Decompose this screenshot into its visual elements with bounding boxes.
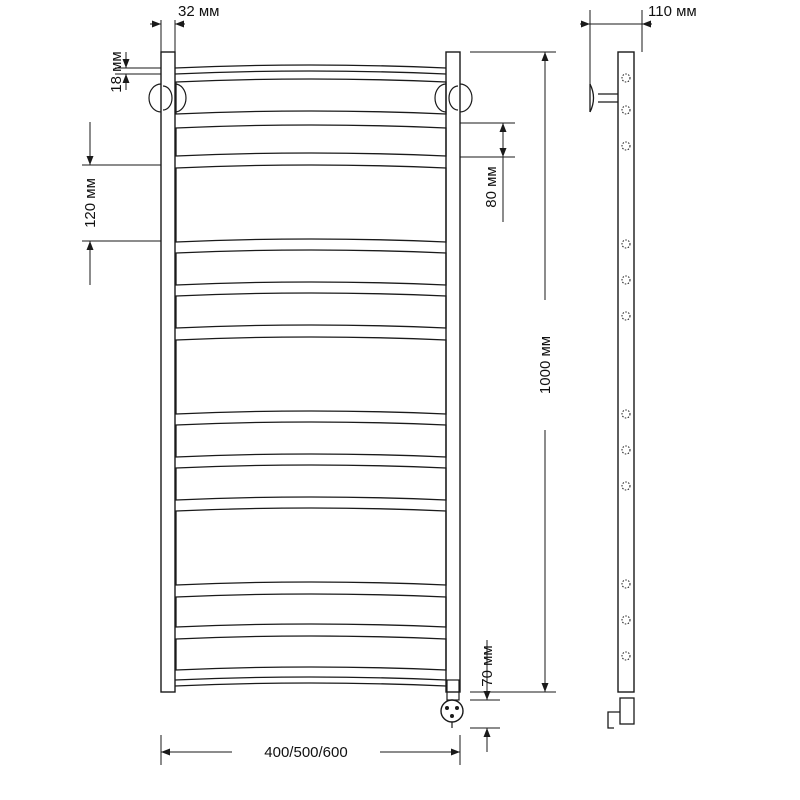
dimensions-side [580, 10, 652, 84]
total-height-label: 1000 мм [537, 335, 554, 395]
left-vertical-pipe [161, 52, 175, 692]
crossbar-panel [176, 79, 446, 114]
wide-gap-label: 120 мм [82, 178, 99, 228]
wall-mount-left [149, 84, 186, 112]
crossbar-end-dot [622, 616, 630, 624]
crossbar-panel [176, 125, 446, 156]
crossbar-panel [176, 636, 446, 670]
crossbar-panel [176, 250, 446, 285]
crossbar-end-dot [622, 312, 630, 320]
side-pipe [618, 52, 634, 692]
narrow-gap-label: 80 мм [483, 166, 500, 208]
crossbar-end-dot [622, 240, 630, 248]
pipe-width-label: 32 мм [178, 3, 220, 20]
wall-depth-label: 110 мм [648, 3, 697, 20]
crossbar-end-dot [622, 482, 630, 490]
side-heater-connector [608, 698, 634, 728]
crossbar-panel [176, 422, 446, 457]
crossbar-end-dot [622, 446, 630, 454]
crossbar-end-dot [622, 106, 630, 114]
crossbar-end-dot [622, 410, 630, 418]
side-crossbar-dots [622, 74, 630, 660]
crossbar-panel [176, 465, 446, 500]
crossbar-panel [176, 594, 446, 627]
crossbar-end-dot [622, 276, 630, 284]
wall-mount-right [435, 84, 472, 112]
crossbar-panel [176, 337, 446, 414]
crossbar-end-dot [622, 580, 630, 588]
right-vertical-pipe [446, 52, 460, 692]
bottom-offset-label: 70 мм [479, 645, 496, 687]
front-view [149, 52, 472, 728]
crossbar-panel [176, 293, 446, 328]
crossbar-end-dot [622, 652, 630, 660]
crossbar-panel [176, 508, 446, 585]
crossbar-end-dot [622, 142, 630, 150]
crossbar-end-dot [622, 74, 630, 82]
side-wall-bracket [590, 84, 618, 112]
crossbar-thickness-label: 18 мм [108, 51, 125, 93]
bottom-crossbar [175, 677, 446, 686]
crossbar-panel [176, 165, 446, 242]
top-crossbar [175, 65, 446, 74]
crossbar-panels [176, 79, 446, 670]
width-options-label: 400/500/600 [264, 744, 348, 761]
side-view [590, 52, 634, 728]
